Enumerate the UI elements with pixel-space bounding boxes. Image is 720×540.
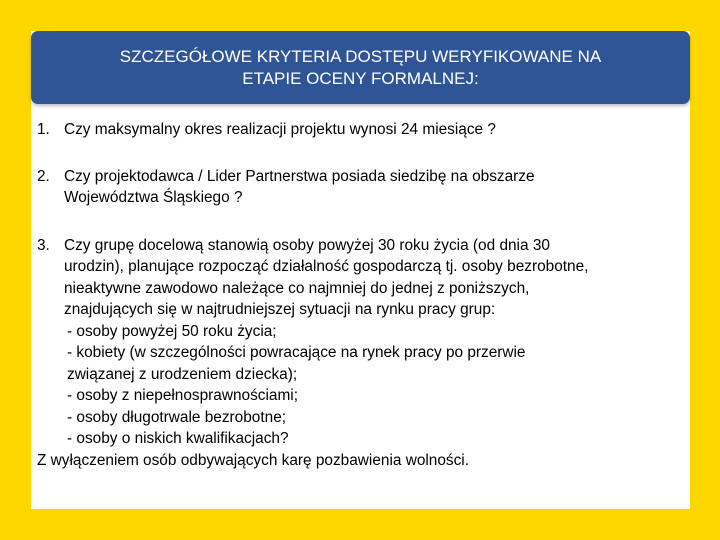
criterion-text: Województwa Śląskiego ? [64, 189, 243, 206]
criterion-text: Czy grupę docelową stanowią osoby powyżej 30 roku życia (od dnia 30 [64, 236, 550, 254]
title-banner [31, 31, 690, 104]
criterion-text: Czy maksymalny okres realizacji projektu wynosi 24 miesiące ? [64, 121, 496, 138]
sub-item: - kobiety (w szczególności powracające na rynek pracy po przerwie [67, 344, 526, 361]
sub-item: - osoby powyżej 50 roku życia; [67, 322, 277, 340]
criterion-3 [37, 235, 687, 450]
criterion-text: znajdujących się w najtrudniejszej sytuacji na rynku pracy grup: [64, 301, 496, 318]
criteria-list [37, 119, 687, 471]
criterion-number: 3. [37, 236, 50, 254]
sub-item: - osoby o niskich kwalifikacjach? [67, 430, 289, 447]
criterion-1 [37, 119, 687, 141]
sub-item-continuation: związanej z urodzeniem dziecka); [67, 365, 298, 383]
title-line-2: ETAPIE OCENY FORMALNEJ: [242, 68, 479, 88]
criterion-number: 1. [37, 121, 50, 138]
criterion-text: urodzin), planujące rozpocząć działalność gospodarczą tj. osoby bezrobotne, [64, 258, 589, 275]
criterion-number: 2. [37, 167, 50, 185]
criterion-text: nieaktywne zawodowo należące co najmniej do jednej z poniższych, [64, 279, 530, 297]
sub-item: - osoby długotrwale bezrobotne; [67, 408, 287, 426]
content-card [31, 31, 690, 509]
title-line-1: SZCZEGÓŁOWE KRYTERIA DOSTĘPU WERYFIKOWANE NA [119, 46, 602, 66]
criterion-2 [37, 166, 687, 209]
exclusion-note: Z wyłączeniem osób odbywających karę pozbawienia wolności. [37, 451, 470, 469]
page-title [100, 46, 621, 90]
sub-item: - osoby z niepełnosprawnościami; [67, 387, 298, 404]
criterion-text: Czy projektodawca / Lider Partnerstwa posiada siedzibę na obszarze [64, 167, 535, 185]
